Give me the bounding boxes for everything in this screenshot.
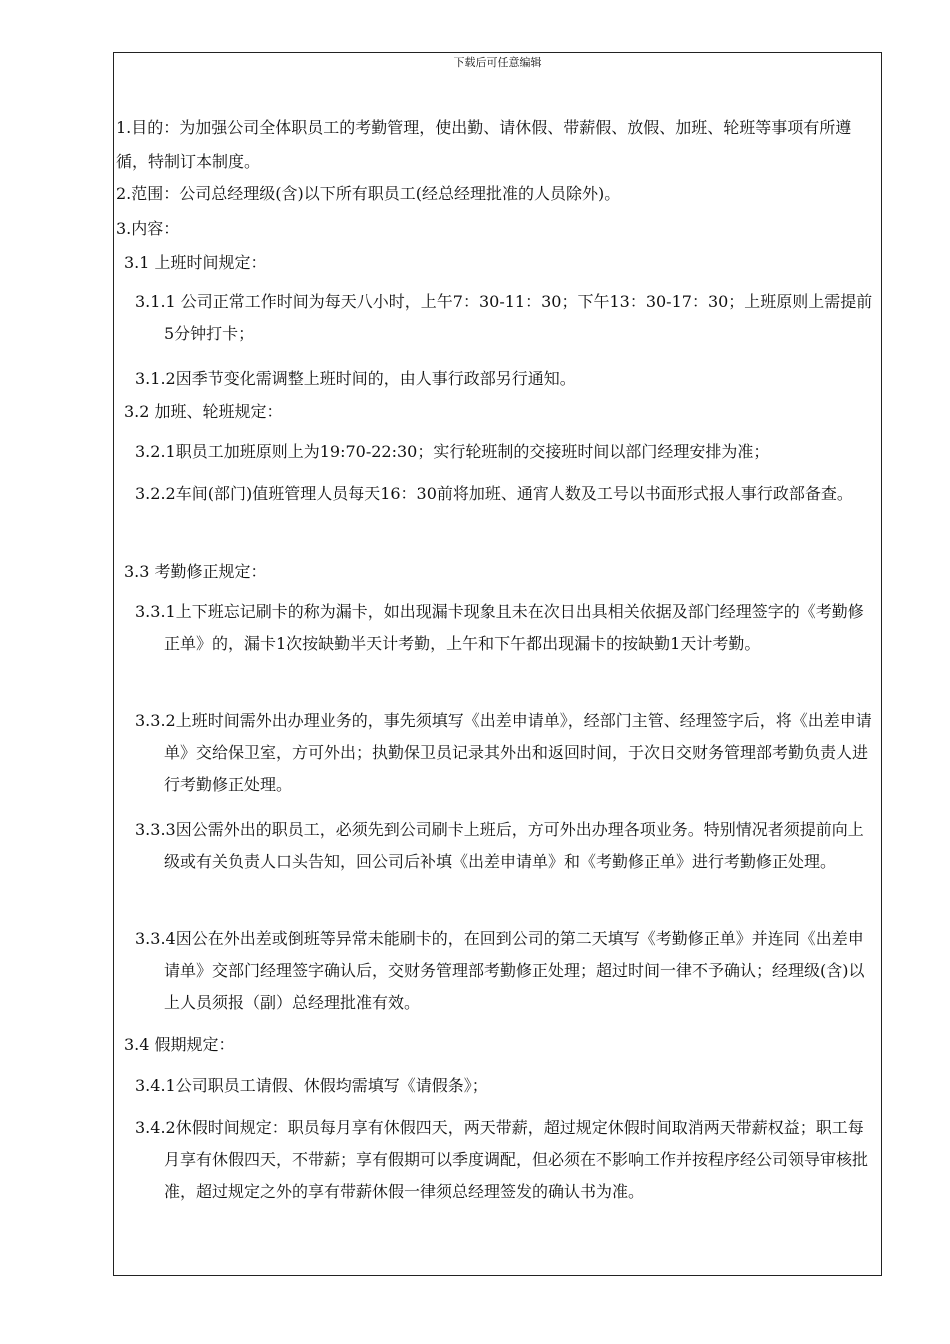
section-3-4-heading: 3.4 假期规定：: [124, 1035, 235, 1054]
section-3-2-heading: 3.2 加班、轮班规定：: [124, 402, 283, 421]
document-frame: [113, 52, 882, 1276]
download-edit-note: 下载后可任意编辑: [453, 56, 542, 69]
section-3-4-2: 3.4.2休假时间规定：职员每月享有休假四天，两天带薪，超过规定休假时间取消两天带薪权益；职工每月享有休假四天，不带薪；享有假期可以季度调配，但必须在不影响工作并按程序经公司领导审核批准，超过规定之外的享有带薪休假一律须总经理签发的确认书为准。: [135, 1118, 869, 1201]
section-3-content-heading: 3.内容：: [116, 219, 180, 238]
section-3-3-3: 3.3.3因公需外出的职员工，必须先到公司刷卡上班后，方可外出办理各项业务。特别情况者须提前向上级或有关负责人口头告知，回公司后补填《出差申请单》和《考勤修正单》进行考勤修正处理。: [135, 820, 864, 871]
section-3-2-1: 3.2.1职员工加班原则上为19:70-22:30；实行轮班制的交接班时间以部门经理安排为准；: [135, 442, 770, 461]
section-3-1-heading: 3.1 上班时间规定：: [124, 253, 267, 272]
section-3-3-heading: 3.3 考勤修正规定：: [124, 562, 267, 581]
section-3-2-2: 3.2.2车间(部门)值班管理人员每天16：30前将加班、通宵人数及工号以书面形式报人事行政部备查。: [135, 484, 853, 503]
section-1-purpose: 1.目的：为加强公司全体职员工的考勤管理，使出勤、请休假、带薪假、放假、加班、轮班等事项有所遵循，特制订本制度。: [116, 118, 852, 171]
section-3-1-1: 3.1.1 公司正常工作时间为每天八小时，上午7：30-11：30；下午13：30-17：30；上班原则上需提前5分钟打卡；: [135, 292, 873, 343]
section-3-4-1: 3.4.1公司职员工请假、休假均需填写《请假条》；: [135, 1076, 488, 1095]
section-3-3-1: 3.3.1上下班忘记刷卡的称为漏卡，如出现漏卡现象且未在次日出具相关依据及部门经理签字的《考勤修正单》的，漏卡1次按缺勤半天计考勤，上午和下午都出现漏卡的按缺勤1天计考勤。: [135, 602, 864, 653]
section-3-1-2: 3.1.2因季节变化需调整上班时间的，由人事行政部另行通知。: [135, 369, 576, 388]
section-2-scope: 2.范围：公司总经理级(含)以下所有职员工(经总经理批准的人员除外)。: [116, 184, 621, 203]
section-3-3-2: 3.3.2上班时间需外出办理业务的，事先须填写《出差申请单》，经部门主管、经理签字后，将《出差申请单》交给保卫室，方可外出；执勤保卫员记录其外出和返回时间，于次日交财务管理部考勤负责人进行考勤修正处理。: [135, 711, 872, 794]
section-3-3-4: 3.3.4因公在外出差或倒班等异常未能刷卡的，在回到公司的第二天填写《考勤修正单》并连同《出差申请单》交部门经理签字确认后，交财务管理部考勤修正处理；超过时间一律不予确认；经理级(含)以上人员须报（副）总经理批准有效。: [135, 929, 865, 1012]
